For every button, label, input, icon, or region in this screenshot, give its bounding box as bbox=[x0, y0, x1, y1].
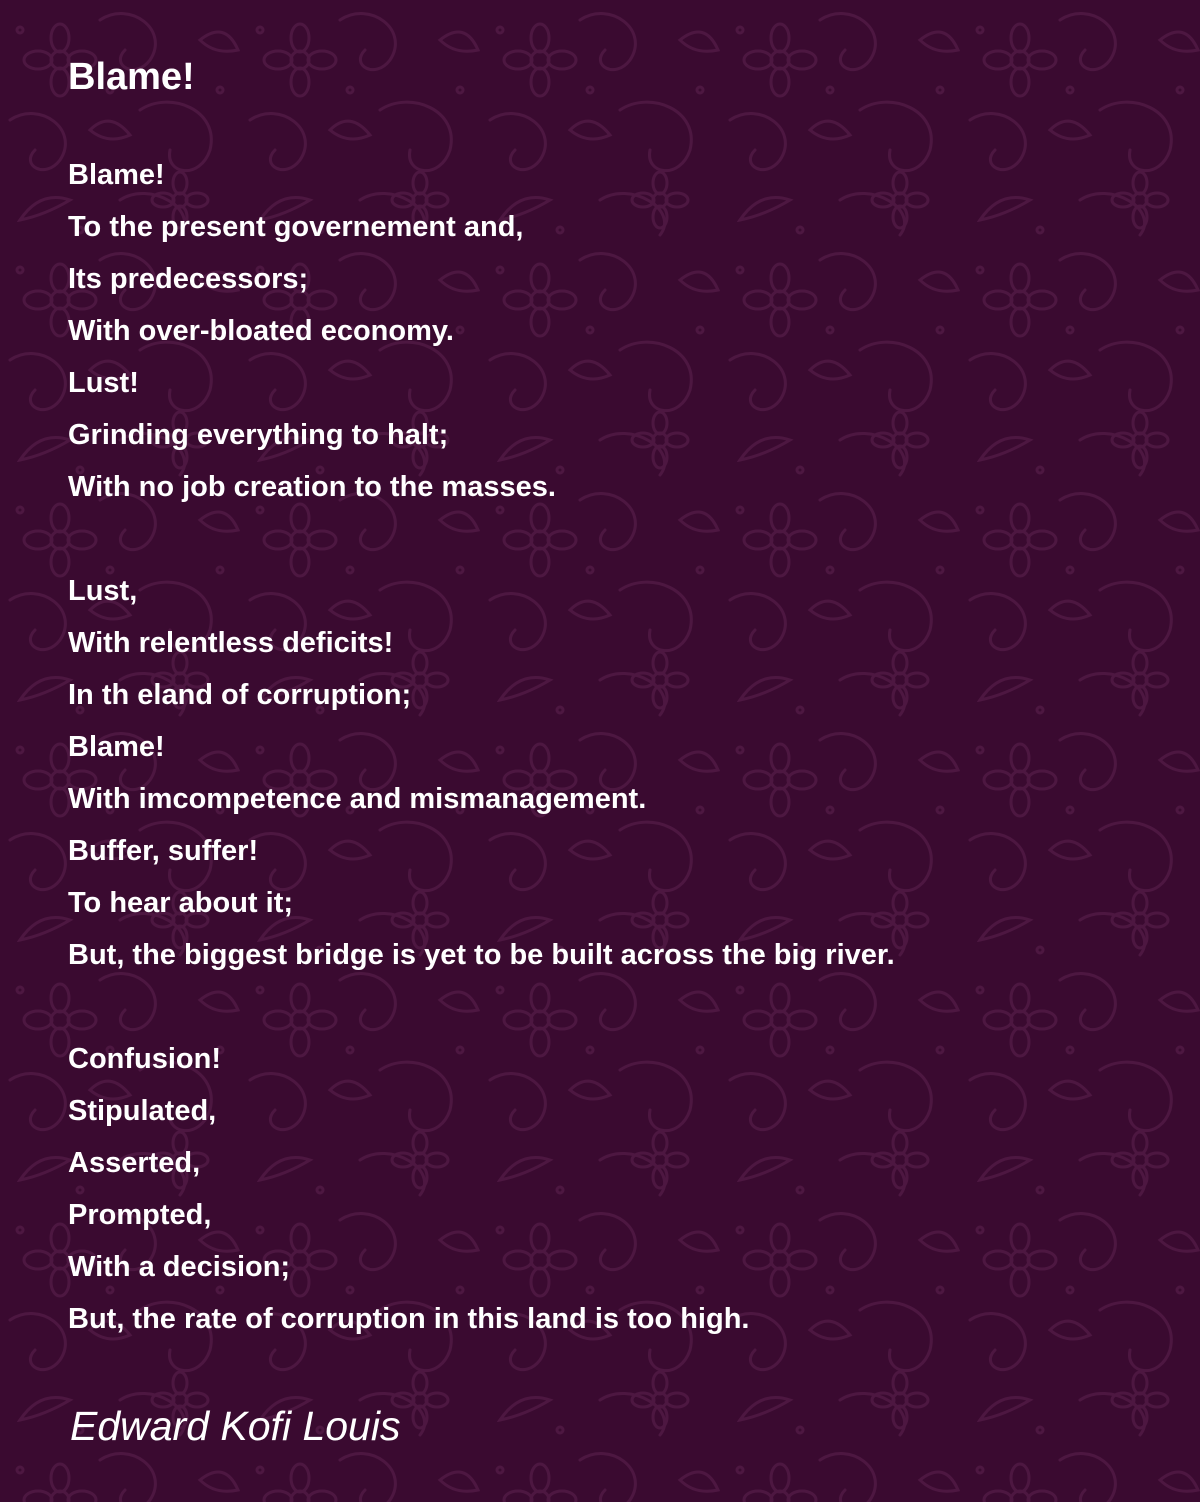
poem-body bbox=[68, 149, 895, 1345]
stanza-1 bbox=[68, 149, 895, 513]
poem-line: Asserted, bbox=[68, 1147, 201, 1179]
poem-author: Edward Kofi Louis bbox=[70, 1403, 401, 1449]
poem-line: Stipulated, bbox=[68, 1095, 217, 1127]
poem-line: Grinding everything to halt; bbox=[68, 419, 449, 451]
poem-line: Blame! bbox=[68, 731, 165, 763]
poem-line: To the present governement and, bbox=[68, 211, 524, 243]
stanza-3 bbox=[68, 1033, 895, 1345]
poem-line: Confusion! bbox=[68, 1043, 222, 1075]
poem-line: Lust, bbox=[68, 575, 138, 607]
poem-line: Buffer, suffer! bbox=[68, 835, 259, 867]
stanza-2 bbox=[68, 565, 895, 981]
poem-line: Its predecessors; bbox=[68, 263, 309, 295]
poem-line: With relentless deficits! bbox=[68, 627, 394, 659]
poem-line: With imcompetence and mismanagement. bbox=[68, 783, 647, 815]
poem-line: With a decision; bbox=[68, 1251, 291, 1283]
poem-line: Lust! bbox=[68, 367, 139, 399]
poem-line: Prompted, bbox=[68, 1199, 212, 1231]
poem-line: But, the biggest bridge is yet to be built across the big river. bbox=[68, 939, 895, 971]
poem-line: In th eland of corruption; bbox=[68, 679, 412, 711]
poem-line: Blame! bbox=[68, 159, 165, 191]
poem-line: But, the rate of corruption in this land is too high. bbox=[68, 1303, 750, 1335]
poem-line: To hear about it; bbox=[68, 887, 294, 919]
poem-title: Blame! bbox=[68, 56, 195, 98]
poem-line: With no job creation to the masses. bbox=[68, 471, 556, 503]
poem-line: With over-bloated economy. bbox=[68, 315, 454, 347]
